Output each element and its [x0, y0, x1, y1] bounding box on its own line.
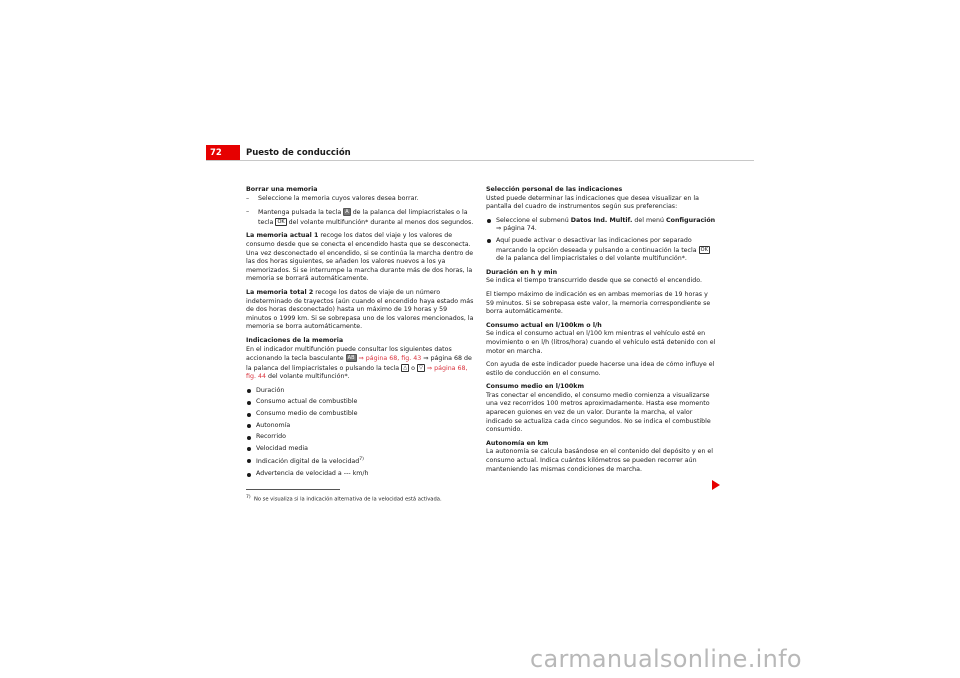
- key-a: A: [345, 209, 349, 216]
- page-title: Puesto de conducción: [246, 148, 351, 158]
- memory-2-paragraph: La memoria total 2 recoge los datos de viaje de un número indeterminado de trayectos (aún cuando el encendido haya estado más de dos horas desconectado) hasta un máximo de 19 horas y 59 minutos o 1999 km. Si se sobrepasa uno de los valores mencionados, la memoria se borra automáticamente.: [246, 288, 474, 331]
- key-ab: AB: [347, 355, 355, 362]
- key-ok: OK: [277, 218, 285, 225]
- list-item: Aquí puede activar o desactivar las indicaciones por separado marcando la opción deseada y pulsando a continuación la tecla OK de la palanca del limpiacristales o del volante multifunción*.: [486, 237, 716, 264]
- autonomia-paragraph: La autonomía se calcula basándose en el contenido del depósito y en el consumo actual. Indica cuántos kilómetros se pueden recorrer aún manteniendo las mismas condiciones de marcha.: [486, 448, 714, 473]
- step-hold-key: – Mantenga pulsada la tecla A de la palanca del limpiacristales o la tecla OK del volante multifunción* durante al menos dos segundos.: [246, 208, 474, 227]
- page-number: 72: [206, 145, 240, 161]
- next-page-arrow-icon[interactable]: [712, 480, 720, 490]
- heading-consumo-actual: Consumo actual en l/100km o l/h: [486, 321, 602, 329]
- header-rule: [206, 160, 754, 161]
- heading-autonomia: Autonomía en km: [486, 439, 549, 447]
- footnote-ref: 7): [359, 457, 364, 463]
- footnote-rule: [246, 489, 340, 490]
- step-select-memory: – Seleccione la memoria cuyos valores desea borrar.: [246, 195, 474, 204]
- consumo-medio-paragraph: Tras conectar el encendido, el consumo medio comienza a visualizarse una vez recorridos 100 metros aproximadamente. Hasta ese momento aparecen guiones en vez de un valor. Durante la marcha, el valor indicado se actualiza cada cinco segundos. No se indica el combustible consumido.: [486, 391, 711, 434]
- watermark: carmanualsonline.info: [530, 645, 802, 673]
- duracion-paragraph-2: El tiempo máximo de indicación es en ambas memorias de 19 horas y 59 minutos. Si se sobrepasa este valor, la memoria correspondiente se borra automáticamente.: [486, 290, 711, 316]
- memory-1-paragraph: La memoria actual 1 recoge los datos del viaje y los valores de consumo desde que se conecta el encendido hasta que se desconecta. Una vez desconectado el encendido, si se continúa la marcha dentro de las dos horas siguientes, se añaden los valores nuevos a los ya memorizados. Si se interrumpe la marcha durante más de dos horas, la memoria se borrará automáticamente.: [246, 232, 474, 283]
- key-down: ▽: [418, 364, 423, 371]
- right-column: [486, 186, 716, 479]
- heading-borrar-memoria: Borrar una memoria: [246, 186, 318, 193]
- list-item: Advertencia de velocidad a --- km/h: [246, 470, 474, 479]
- link-fig-43[interactable]: ⇒ página 68, fig. 43: [358, 355, 422, 363]
- list-item: Seleccione el submenú Datos Ind. Multif. del menú Configuración ⇒ página 74.: [486, 217, 716, 234]
- heading-consumo-medio: Consumo medio en l/100km: [486, 383, 585, 391]
- heading-duracion: Duración en h y min: [486, 268, 558, 276]
- left-column: [246, 186, 474, 482]
- list-item: Consumo medio de combustible: [246, 410, 474, 419]
- indicaciones-paragraph: En el indicador multifunción puede consultar los siguientes datos accionando la tecla basculante AB ⇒ página 68, fig. 43 ⇒ página 68 de la palanca del limpiacristales o pulsando la tecla △ o ▽ ⇒ página 68, fig. 44 del volante multifunción*.: [246, 345, 472, 381]
- key-up: △: [403, 364, 408, 371]
- footnote: $^{7)}$ No se visualiza si la indicación alternativa de la velocidad está activada.: [246, 495, 442, 503]
- seleccion-paragraph: Usted puede determinar las indicaciones que desea visualizar en la pantalla del cuadro de instrumentos según sus preferencias:: [486, 194, 699, 211]
- heading-seleccion-personal: Selección personal de las indicaciones: [486, 186, 623, 193]
- consumo-actual-paragraph-1: Se indica el consumo actual en l/100 km mientras el vehículo esté en movimiento o en l/h (litros/hora) cuando el vehículo está detenido con el motor en marcha.: [486, 330, 716, 355]
- list-item: Consumo actual de combustible: [246, 398, 474, 407]
- link-fig-44[interactable]: ⇒ página 68, fig. 44: [246, 364, 468, 381]
- list-item: Velocidad media: [246, 445, 474, 454]
- list-item: Recorrido: [246, 433, 474, 442]
- consumo-actual-paragraph-2: Con ayuda de este indicador puede hacerse una idea de cómo influye el estilo de conducción en el consumo.: [486, 361, 715, 377]
- list-item: Duración: [246, 387, 474, 396]
- duracion-paragraph-1: Se indica el tiempo transcurrido desde que se conectó el encendido.: [486, 277, 703, 285]
- list-item: Indicación digital de la velocidad$^{7)}$: [246, 456, 474, 467]
- list-item: Autonomía: [246, 422, 474, 431]
- heading-indicaciones-memoria: Indicaciones de la memoria: [246, 336, 344, 344]
- key-ok: OK: [700, 246, 708, 253]
